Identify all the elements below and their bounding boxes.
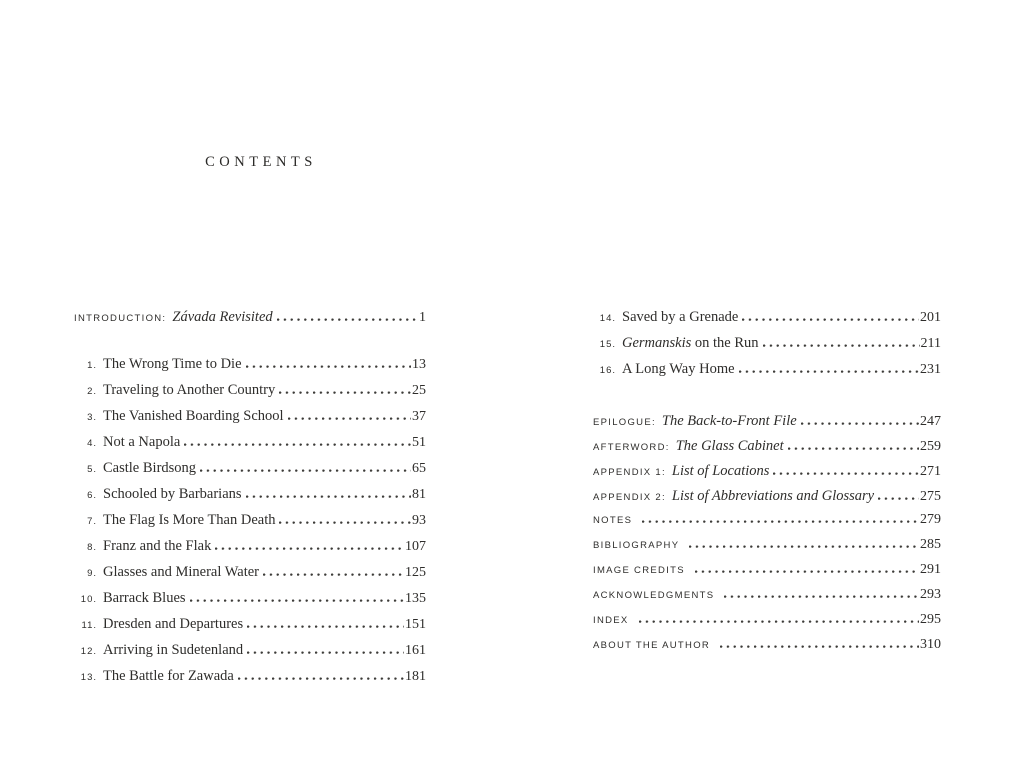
dot-leader (639, 620, 919, 623)
dot-leader (801, 422, 919, 425)
toc-entry (593, 459, 941, 484)
entry-label: APPENDIX 2: (593, 491, 666, 503)
entry-label: ACKNOWLEDGMENTS (593, 589, 715, 601)
toc-entry (74, 611, 426, 637)
entry-number: 14. (599, 313, 616, 324)
dot-leader (642, 520, 919, 523)
dot-leader (788, 447, 919, 450)
dot-leader (246, 365, 411, 368)
entry-number: 6. (87, 490, 97, 501)
toc-entry (593, 583, 941, 608)
entry-label: APPENDIX 1: (593, 466, 666, 478)
page-number: 107 (405, 539, 426, 554)
page-number: 13 (412, 357, 426, 372)
toc-front-matter (74, 304, 426, 330)
entry-title: The Glass Cabinet (675, 437, 784, 454)
entry-title: Schooled by Barbarians (103, 486, 242, 502)
dot-leader (247, 625, 404, 628)
entry-title: Germanskis on the Run (622, 335, 759, 351)
toc-entry (593, 409, 941, 434)
entry-title: Not a Napola (103, 434, 181, 450)
toc-entry (74, 663, 426, 689)
toc-entry (74, 637, 426, 663)
dot-leader (720, 645, 919, 648)
dot-leader (246, 495, 411, 498)
entry-number: 13. (80, 672, 97, 683)
entry-label: INDEX (593, 614, 629, 626)
page-number: 135 (405, 591, 426, 606)
dot-leader (215, 547, 404, 550)
dot-leader (200, 469, 411, 472)
dot-leader (247, 651, 404, 654)
page-number: 181 (405, 669, 426, 684)
page-number: 125 (405, 565, 426, 580)
entry-number: 15. (599, 339, 616, 350)
toc-entry (593, 434, 941, 459)
page-number: 25 (412, 383, 426, 398)
entry-title: Castle Birdsong (103, 460, 197, 476)
entry-label: IMAGE CREDITS (593, 565, 685, 577)
entry-number: 11. (81, 620, 97, 631)
entry-title: The Vanished Boarding School (103, 408, 284, 424)
page-number: 259 (920, 438, 941, 454)
entry-title: List of Abbreviations and Glossary (671, 487, 875, 504)
dot-leader (695, 570, 919, 573)
dot-leader (878, 497, 919, 500)
toc-back-matter (593, 409, 941, 657)
entry-label: NOTES (593, 515, 633, 527)
entry-title: Traveling to Another Country (103, 382, 276, 398)
toc-right-column (593, 304, 941, 657)
entry-number: 5. (87, 464, 97, 475)
entry-number: 9. (87, 568, 97, 579)
entry-title: Saved by a Grenade (622, 309, 739, 325)
toc-entry (593, 558, 941, 583)
toc-entry (74, 377, 426, 403)
section-gap (593, 382, 941, 409)
entry-title: Glasses and Mineral Water (103, 564, 260, 580)
page-number: 271 (920, 463, 941, 479)
toc-entry (593, 484, 941, 509)
dot-leader (724, 595, 919, 598)
toc-entry (593, 304, 941, 330)
toc-entry (74, 481, 426, 507)
entry-title: List of Locations (671, 462, 770, 479)
dot-leader (279, 521, 411, 524)
entry-label: BIBLIOGRAPHY (593, 540, 680, 552)
dot-leader (277, 318, 418, 321)
dot-leader (763, 344, 920, 347)
toc-entry (74, 507, 426, 533)
entry-title: A Long Way Home (622, 361, 735, 377)
page-number: 93 (412, 513, 426, 528)
page-number: 293 (920, 586, 941, 602)
entry-number: 4. (87, 438, 97, 449)
page-number: 201 (920, 310, 941, 325)
entry-title: Dresden and Departures (103, 616, 244, 632)
page-number: 211 (920, 336, 941, 351)
entry-title: The Wrong Time to Die (103, 356, 242, 372)
toc-entry (593, 508, 941, 533)
page-number: 65 (412, 461, 426, 476)
page-number: 161 (405, 643, 426, 658)
page-number: 81 (412, 487, 426, 502)
entry-title: Barrack Blues (103, 590, 186, 606)
entry-label: ABOUT THE AUTHOR (593, 639, 711, 651)
page-number: 247 (920, 414, 941, 429)
page-number: 51 (412, 435, 426, 450)
entry-title: The Flag Is More Than Death (103, 512, 276, 528)
toc-entry (74, 455, 426, 481)
toc-entry (593, 633, 941, 658)
entry-label: EPILOGUE: (593, 417, 656, 428)
toc-chapter-list-right (593, 304, 941, 382)
entry-title: Franz and the Flak (103, 538, 212, 554)
entry-number: 2. (87, 386, 97, 397)
toc-entry (593, 533, 941, 558)
dot-leader (689, 545, 919, 548)
toc-entry (593, 356, 941, 382)
dot-leader (279, 391, 411, 394)
toc-entry (74, 585, 426, 611)
entry-number: 10. (80, 594, 97, 605)
entry-label: AFTERWORD: (593, 441, 670, 453)
entry-number: 12. (80, 646, 97, 657)
page-number: 231 (920, 362, 941, 377)
page-title: CONTENTS (205, 154, 317, 170)
page-number: 295 (920, 611, 941, 627)
toc-entry (593, 608, 941, 633)
dot-leader (288, 417, 411, 420)
page-number: 279 (920, 512, 941, 528)
section-gap (74, 330, 426, 351)
page-number: 151 (405, 617, 426, 632)
entry-title: Arriving in Sudetenland (103, 642, 244, 658)
toc-entry (593, 330, 941, 356)
toc-entry (74, 304, 426, 330)
toc-entry (74, 403, 426, 429)
page-number: 310 (920, 636, 941, 652)
entry-number: 7. (87, 516, 97, 527)
dot-leader (184, 443, 411, 446)
entry-number: 16. (599, 365, 616, 376)
entry-title: Závada Revisited (172, 309, 273, 325)
page-number: 1 (419, 310, 426, 325)
dot-leader (263, 573, 404, 576)
toc-entry (74, 559, 426, 585)
entry-label: INTRODUCTION: (74, 313, 167, 324)
entry-number: 8. (87, 542, 97, 553)
entry-title: The Back-to-Front File (661, 413, 797, 429)
page-number: 285 (920, 537, 941, 553)
entry-number: 1. (87, 360, 97, 371)
page-number: 37 (412, 409, 426, 424)
toc-entry (74, 429, 426, 455)
entry-number: 3. (87, 412, 97, 423)
dot-leader (739, 370, 919, 373)
page-number: 275 (920, 488, 941, 504)
toc-entry (74, 533, 426, 559)
dot-leader (190, 599, 404, 602)
page-number: 291 (920, 562, 941, 578)
dot-leader (773, 472, 919, 475)
dot-leader (238, 677, 404, 680)
entry-title: The Battle for Zawada (103, 668, 234, 684)
toc-left-column (74, 304, 426, 689)
dot-leader (742, 318, 919, 321)
toc-entry (74, 351, 426, 377)
toc-chapter-list-left (74, 351, 426, 689)
